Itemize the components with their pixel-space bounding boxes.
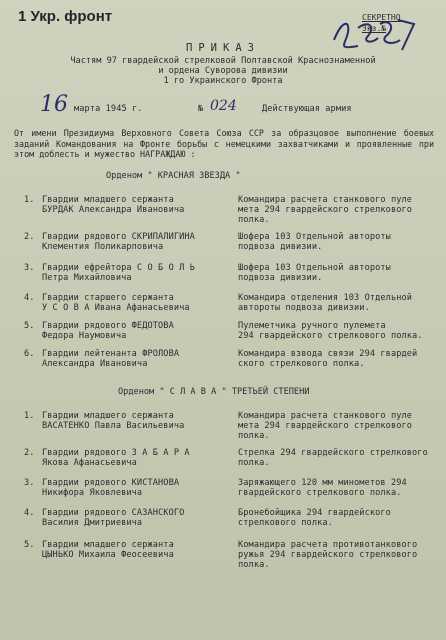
preamble: От имени Президиума Верховного Совета Союза ССР за образцовое выполнение боевых заданий Командования на Фронте борьбы с немецкими захватчиками и проявленные при этом доблесть и мужество НАГРАЖДАЮ : — [14, 128, 434, 159]
award-item-name: ВАСАТЕНКО Павла Васильевича — [42, 421, 185, 431]
award-item-number: 5. — [24, 540, 35, 550]
award-item-position: Шофера 103 Отдельной автороты — [238, 263, 391, 273]
award-item-rank: Гвардии старшего сержанта — [42, 293, 174, 303]
award-item-position: подвоза дивизии. — [238, 273, 323, 283]
award-item-rank: Гвардии младшего сержанта — [42, 540, 174, 550]
award-item-number: 4. — [24, 293, 35, 303]
award-item-name: БУРДАК Александра Ивановича — [42, 205, 185, 215]
award-item-number: 4. — [24, 508, 35, 518]
copy-number-mark: Экз.№ — [362, 24, 387, 33]
award-item-position: мета 294 гвардейского стрелкового — [238, 421, 413, 431]
order-number: 024 — [210, 98, 237, 114]
date-day: 16 — [40, 92, 68, 117]
award-item-name: Клементия Поликарповича — [42, 242, 164, 252]
award-item-position: полка. — [238, 431, 270, 441]
award-item-number: 3. — [24, 263, 35, 273]
award-item-position: гвардейского стрелкового полка. — [238, 488, 402, 498]
subtitle-line-2: и ордена Суворова дивизии — [158, 66, 288, 76]
award-item-rank: Гвардии ефрейтора С О Б О Л Ь — [42, 263, 195, 273]
award-item-position: 294 гвардейского стрелкового полка. — [238, 331, 423, 341]
award-item-position: ружья 294 гвардейского стрелкового — [238, 550, 418, 560]
award-item-position: автороты подвоза дивизии. — [238, 303, 370, 313]
award-item-position: подвоза дивизии. — [238, 242, 323, 252]
award-item-name: Якова Афанасьевича — [42, 458, 137, 468]
document-title: ПРИКАЗ — [186, 42, 260, 54]
award-item-number: 2. — [24, 232, 35, 242]
section-heading-red-star: Орденом " КРАСНАЯ ЗВЕЗДА " — [106, 171, 241, 181]
award-item-name: ЦЫНЬКО Михаила Феосеевича — [42, 550, 174, 560]
award-item-rank: Гвардии рядового КИСТАНОВА — [42, 478, 180, 488]
award-item-number: 1. — [24, 195, 35, 205]
award-item-position: Командира расчета станкового пуле — [238, 195, 413, 205]
award-item-name: У С О В А Ивана Афанасьевича — [42, 303, 190, 313]
award-item-name: Александра Ивановича — [42, 359, 148, 369]
award-item-rank: Гвардии младшего сержанта — [42, 411, 174, 421]
order-number-prefix: № — [198, 104, 204, 114]
award-item-name: Никифора Яковлевича — [42, 488, 143, 498]
award-item-position: Пулеметчика ручного пулемета — [238, 321, 386, 331]
award-item-name: Федора Наумовича — [42, 331, 127, 341]
award-item-position: Бронебойщика 294 гвардейского — [238, 508, 391, 518]
award-item-number: 3. — [24, 478, 35, 488]
army-label: Действующая армия — [262, 104, 352, 114]
award-item-number: 5. — [24, 321, 35, 331]
section-heading-glory: Орденом " С Л А В А " ТРЕТЬЕЙ СТЕПЕНИ — [118, 387, 310, 397]
award-item-rank: Гвардии лейтенанта ФРОЛОВА — [42, 349, 180, 359]
award-item-rank: Гвардии рядового СКРИПАЛИГИНА — [42, 232, 195, 242]
award-item-position: Заряжающего 120 мм минометов 294 — [238, 478, 407, 488]
award-item-rank: Гвардии рядового ФЕДОТОВА — [42, 321, 174, 331]
subtitle-line-3: 1 го Украинского Фронта — [163, 76, 283, 86]
award-item-number: 1. — [24, 411, 35, 421]
award-item-position: стрелкового полка. — [238, 518, 333, 528]
award-item-rank: Гвардии рядового З А Б А Р А — [42, 448, 190, 458]
award-item-rank: Гвардии младшего сержанта — [42, 195, 174, 205]
award-item-position: полка. — [238, 215, 270, 225]
award-item-rank: Гвардии рядового САЗАНСКОГО — [42, 508, 185, 518]
award-item-name: Василия Дмитриевича — [42, 518, 143, 528]
award-item-number: 6. — [24, 349, 35, 359]
award-item-position: мета 294 гвардейского стрелкового — [238, 205, 413, 215]
award-item-position: Командира расчета станкового пуле — [238, 411, 413, 421]
award-item-position: ского стрелкового полка. — [238, 359, 365, 369]
subtitle-line-1: Частям 97 гвардейской стрелковой Полтавской Краснознаменной — [70, 56, 376, 66]
front-title: 1 Укр. фронт — [18, 8, 113, 25]
award-item-position: полка. — [238, 560, 270, 570]
award-item-position: Командира взвода связи 294 гвардей — [238, 349, 418, 359]
award-item-position: Шофера 103 Отдельной автороты — [238, 232, 391, 242]
secret-mark: СЕКРЕТНО — [362, 13, 401, 22]
award-item-name: Петра Михайловича — [42, 273, 132, 283]
award-item-number: 2. — [24, 448, 35, 458]
award-item-position: Командира расчета противотанкового — [238, 540, 418, 550]
award-item-position: полка. — [238, 458, 270, 468]
award-item-position: Стрелка 294 гвардейского стрелкового — [238, 448, 428, 458]
award-item-position: Командира отделения 103 Отдельной — [238, 293, 413, 303]
date-month-year: марта 1945 г. — [74, 104, 143, 114]
